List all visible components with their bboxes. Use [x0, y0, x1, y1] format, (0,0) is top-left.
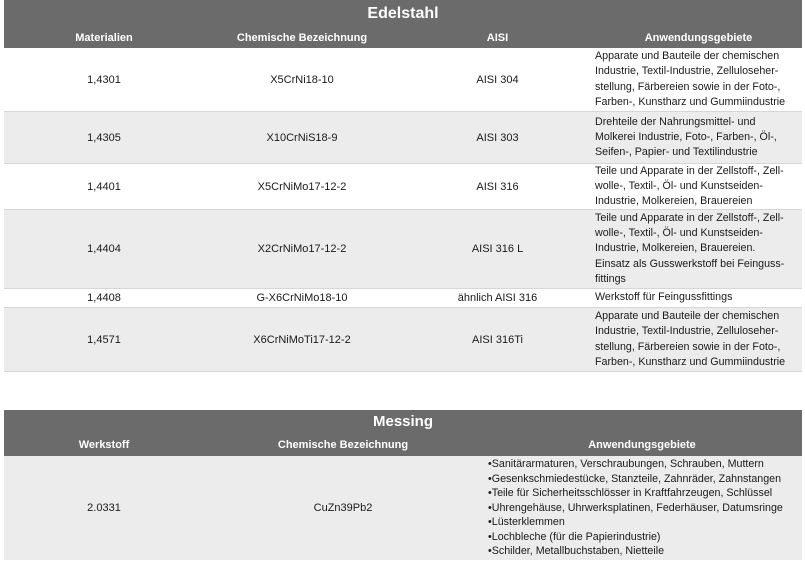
- aisi-cell: AISI 303: [476, 131, 519, 144]
- table-row: [4, 164, 802, 210]
- header-anwendungsgebiete: Anwendungsgebiete: [644, 31, 753, 44]
- anwendung-line: Werkstoff für Feingussfittings: [595, 291, 733, 304]
- material-cell: 1,4301: [87, 73, 121, 86]
- list-item: • Schilder, Metallbuchstaben, Nietteile: [488, 544, 802, 559]
- anwendung-line: wolle-, Textil-, Öl- und Kunstseiden-: [595, 227, 763, 240]
- edelstahl-header-row: [4, 27, 802, 48]
- table-row: [4, 112, 802, 164]
- list-item: • Lochbleche (für die Papierindustrie): [488, 530, 802, 545]
- list-item: • Gesenkschmiedestücke, Stanzteile, Zahnräder, Zahnstangen: [488, 472, 802, 487]
- material-cell: 1,4404: [87, 243, 121, 255]
- edelstahl-title: Edelstahl: [4, 0, 802, 27]
- table-row: [4, 289, 802, 308]
- anwendung-line: Industrie, Molkereien, Brauereien: [595, 195, 753, 208]
- list-item: • Uhrengehäuse, Uhrwerksplatinen, Federhäuser, Datumsringe: [488, 501, 802, 516]
- chem-cell: X2CrNiMo17-12-2: [257, 243, 347, 255]
- aisi-cell: AISI 316: [476, 180, 519, 193]
- anwendung-cell: [482, 457, 802, 559]
- chem-cell: X6CrNiMoTi17-12-2: [253, 333, 351, 346]
- anwendung-list: [488, 457, 802, 559]
- header-materialien: Materialien: [75, 31, 133, 44]
- chem-cell: X5CrNiMo17-12-2: [257, 180, 347, 193]
- header-anwendungsgebiete: Anwendungsgebiete: [588, 439, 696, 451]
- header-werkstoff: Werkstoff: [78, 439, 130, 451]
- anwendung-line: Industrie, Textil-Industrie, Zelluloseher-: [595, 65, 779, 78]
- anwendung-line: fittings: [595, 272, 626, 285]
- table-row: [4, 48, 802, 112]
- aisi-cell: AISI 316 L: [471, 243, 524, 255]
- list-item: • Teile für Sicherheitsschlösser in Kraftfahrzeugen, Schlüssel: [488, 486, 802, 501]
- edelstahl-table: [4, 0, 802, 372]
- list-item: • Lüsterklemmen: [488, 515, 802, 530]
- header-chemische-bezeichnung: Chemische Bezeichnung: [277, 439, 409, 451]
- anwendung-line: Drehteile der Nahrungsmittel- und: [595, 115, 756, 128]
- werkstoff-cell: 2.0331: [87, 502, 121, 514]
- anwendung-line: wolle-, Textil-, Öl- und Kunstseiden-: [595, 179, 763, 192]
- chem-cell: G-X6CrNiMo18-10: [256, 292, 348, 304]
- material-cell: 1,4571: [87, 333, 121, 346]
- material-cell: 1,4408: [87, 292, 121, 304]
- anwendung-line: Farben-, Kunstharz und Gummiindustrie: [595, 95, 786, 108]
- table-row: [4, 456, 802, 560]
- messing-table: [4, 410, 802, 560]
- anwendung-cell: [595, 211, 802, 287]
- table-row: [4, 308, 802, 372]
- messing-header-row: [4, 434, 802, 456]
- chem-cell: X10CrNiS18-9: [266, 131, 338, 144]
- chem-cell: X5CrNi18-10: [270, 73, 334, 86]
- table-row: [4, 210, 802, 289]
- anwendung-line: Teile und Apparate in der Zellstoff-, Zell-: [595, 211, 784, 224]
- material-cell: 1,4401: [87, 180, 121, 193]
- anwendung-line: Molkerei Industrie, Foto-, Farben-, Öl-,: [595, 130, 777, 143]
- header-chemische-bezeichnung: Chemische Bezeichnung: [236, 31, 368, 44]
- aisi-cell: AISI 304: [476, 73, 519, 86]
- material-cell: 1,4305: [87, 131, 121, 144]
- list-item: • Sanitärarmaturen, Verschraubungen, Schrauben, Muttern: [488, 457, 802, 472]
- anwendung-line: Seifen-, Papier- und Textilindustrie: [595, 146, 758, 159]
- edelstahl-body: [4, 48, 802, 372]
- header-aisi: AISI: [486, 31, 509, 44]
- anwendung-line: Teile und Apparate in der Zellstoff-, Zell-: [595, 164, 784, 177]
- anwendung-line: Einsatz als Gusswerkstoff bei Feinguss-: [595, 257, 785, 270]
- messing-title: Messing: [4, 410, 802, 434]
- anwendung-line: Farben-, Kunstharz und Gummiindustrie: [595, 355, 786, 368]
- chem-cell: CuZn39Pb2: [313, 502, 373, 514]
- anwendung-cell: [595, 115, 802, 161]
- anwendung-line: Industrie, Textil-Industrie, Zelluloseher-: [595, 325, 779, 338]
- anwendung-cell: [595, 164, 802, 210]
- anwendung-line: Industrie, Molkereien, Brauereien.: [595, 242, 756, 255]
- anwendung-line: Apparate und Bauteile der chemischen: [595, 50, 780, 63]
- anwendung-cell: [595, 49, 802, 110]
- anwendung-cell: [595, 290, 802, 305]
- aisi-cell: ähnlich AISI 316: [457, 292, 538, 304]
- aisi-cell: AISI 316Ti: [472, 333, 523, 346]
- anwendung-line: stellung, Färbereien sowie in der Foto-,: [595, 340, 781, 353]
- anwendung-line: stellung, Färbereien sowie in der Foto-,: [595, 80, 781, 93]
- anwendung-cell: [595, 309, 802, 370]
- anwendung-line: Apparate und Bauteile der chemischen: [595, 310, 780, 323]
